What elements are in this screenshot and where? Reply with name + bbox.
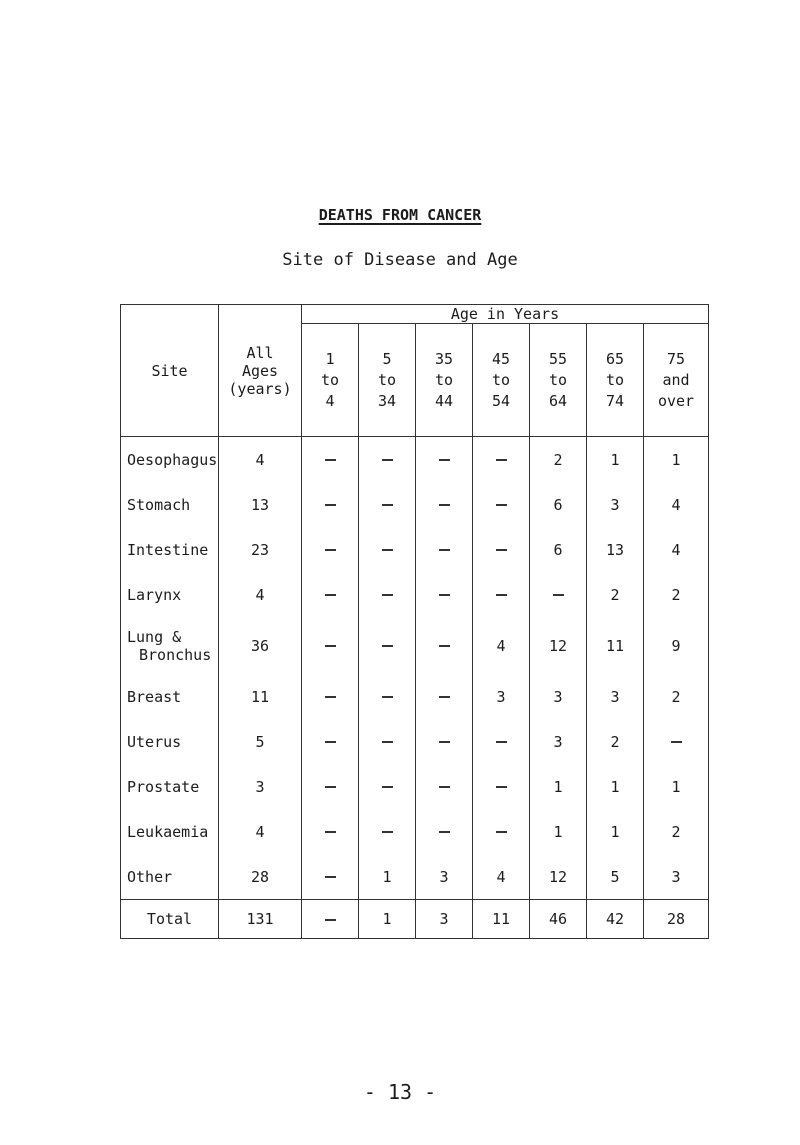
nil-dash <box>496 459 507 461</box>
age-band-header: 45 to 54 <box>473 324 530 437</box>
nil-dash <box>439 831 450 833</box>
age-band-header: 75 and over <box>644 324 709 437</box>
age-cell: 2 <box>587 719 644 764</box>
nil-dash <box>496 594 507 596</box>
age-cell <box>416 719 473 764</box>
nil-dash <box>671 741 682 743</box>
age-cell <box>416 674 473 719</box>
age-cell <box>416 482 473 527</box>
age-band-header: 35 to 44 <box>416 324 473 437</box>
nil-dash <box>382 831 393 833</box>
age-cell <box>473 809 530 854</box>
age-cell: 2 <box>644 572 709 617</box>
all-ages-cell: 4 <box>219 809 302 854</box>
nil-dash <box>439 786 450 788</box>
table-row <box>121 809 709 854</box>
site-cell: Breast <box>121 674 219 719</box>
age-cell: 1 <box>359 854 416 900</box>
nil-dash <box>382 594 393 596</box>
age-cell: 28 <box>644 900 709 939</box>
age-cell: 6 <box>530 482 587 527</box>
age-band-header: 55 to 64 <box>530 324 587 437</box>
age-cell <box>416 437 473 483</box>
age-cell <box>359 572 416 617</box>
age-cell: 2 <box>530 437 587 483</box>
table-row <box>121 482 709 527</box>
age-cell <box>473 719 530 764</box>
age-cell: 6 <box>530 527 587 572</box>
age-cell: 13 <box>587 527 644 572</box>
nil-dash <box>325 696 336 698</box>
age-cell <box>302 437 359 483</box>
table-row <box>121 674 709 719</box>
site-cell: Larynx <box>121 572 219 617</box>
age-group-header: Age in Years <box>302 305 709 324</box>
age-cell <box>359 719 416 764</box>
age-cell: 2 <box>644 674 709 719</box>
nil-dash <box>439 645 450 647</box>
site-cell: Oesophagus <box>121 437 219 483</box>
age-cell <box>416 617 473 674</box>
age-cell: 2 <box>587 572 644 617</box>
nil-dash <box>553 594 564 596</box>
all-ages-cell: 4 <box>219 437 302 483</box>
nil-dash <box>382 459 393 461</box>
age-cell: 12 <box>530 854 587 900</box>
age-cell: 1 <box>644 437 709 483</box>
nil-dash <box>325 741 336 743</box>
page-title: DEATHS FROM CANCER <box>318 206 482 224</box>
nil-dash <box>382 645 393 647</box>
age-cell: 11 <box>473 900 530 939</box>
nil-dash <box>325 645 336 647</box>
age-cell <box>302 764 359 809</box>
all-ages-cell: 5 <box>219 719 302 764</box>
age-cell: 2 <box>644 809 709 854</box>
nil-dash <box>439 504 450 506</box>
age-cell <box>473 527 530 572</box>
table-row <box>121 764 709 809</box>
age-cell: 3 <box>530 719 587 764</box>
cancer-deaths-table <box>120 304 709 939</box>
site-cell: Total <box>121 900 219 939</box>
age-cell <box>473 482 530 527</box>
age-cell: 3 <box>416 900 473 939</box>
table-row <box>121 854 709 900</box>
nil-dash <box>325 831 336 833</box>
age-cell <box>473 437 530 483</box>
nil-dash <box>496 831 507 833</box>
nil-dash <box>325 459 336 461</box>
age-cell: 1 <box>359 900 416 939</box>
nil-dash <box>439 696 450 698</box>
nil-dash <box>382 504 393 506</box>
age-cell: 3 <box>587 482 644 527</box>
age-cell <box>359 674 416 719</box>
nil-dash <box>325 876 336 878</box>
site-cell: Leukaemia <box>121 809 219 854</box>
site-header: Site <box>121 305 219 437</box>
nil-dash <box>325 594 336 596</box>
all-ages-header: All Ages (years) <box>219 305 302 437</box>
site-cell: Uterus <box>121 719 219 764</box>
age-cell: 3 <box>587 674 644 719</box>
age-cell <box>302 854 359 900</box>
nil-dash <box>382 549 393 551</box>
age-cell: 1 <box>587 764 644 809</box>
age-cell: 3 <box>644 854 709 900</box>
age-cell <box>530 572 587 617</box>
age-cell: 42 <box>587 900 644 939</box>
site-cell: Prostate <box>121 764 219 809</box>
age-cell: 1 <box>587 809 644 854</box>
age-cell: 3 <box>530 674 587 719</box>
page-number: - 13 - <box>363 1080 437 1104</box>
all-ages-cell: 11 <box>219 674 302 719</box>
age-cell <box>359 809 416 854</box>
nil-dash <box>439 594 450 596</box>
age-cell <box>473 764 530 809</box>
age-cell <box>302 482 359 527</box>
table-row <box>121 572 709 617</box>
age-cell <box>359 437 416 483</box>
nil-dash <box>325 549 336 551</box>
all-ages-cell: 23 <box>219 527 302 572</box>
site-cell: Other <box>121 854 219 900</box>
age-cell <box>416 764 473 809</box>
nil-dash <box>496 504 507 506</box>
table-row <box>121 617 709 674</box>
age-cell <box>359 617 416 674</box>
table-body <box>121 437 709 939</box>
nil-dash <box>325 504 336 506</box>
age-cell: 46 <box>530 900 587 939</box>
nil-dash <box>496 741 507 743</box>
table-row <box>121 527 709 572</box>
age-cell: 1 <box>530 809 587 854</box>
table-row <box>121 719 709 764</box>
age-cell: 1 <box>530 764 587 809</box>
age-band-header: 1 to 4 <box>302 324 359 437</box>
all-ages-cell: 4 <box>219 572 302 617</box>
nil-dash <box>439 459 450 461</box>
age-cell: 4 <box>644 527 709 572</box>
age-cell: 9 <box>644 617 709 674</box>
age-cell: 1 <box>644 764 709 809</box>
site-cell: Stomach <box>121 482 219 527</box>
nil-dash <box>496 549 507 551</box>
nil-dash <box>382 696 393 698</box>
age-cell <box>359 764 416 809</box>
age-cell <box>359 482 416 527</box>
table-row <box>121 437 709 483</box>
age-cell <box>302 900 359 939</box>
age-cell <box>416 527 473 572</box>
age-cell: 4 <box>473 617 530 674</box>
age-cell: 1 <box>587 437 644 483</box>
age-cell <box>302 719 359 764</box>
total-row <box>121 900 709 939</box>
age-cell <box>302 572 359 617</box>
nil-dash <box>382 741 393 743</box>
age-cell <box>302 617 359 674</box>
nil-dash <box>496 786 507 788</box>
nil-dash <box>439 549 450 551</box>
age-cell: 4 <box>644 482 709 527</box>
nil-dash <box>325 919 336 921</box>
age-cell <box>473 572 530 617</box>
page-subtitle: Site of Disease and Age <box>282 250 518 270</box>
all-ages-cell: 36 <box>219 617 302 674</box>
age-cell <box>302 674 359 719</box>
age-cell <box>416 809 473 854</box>
age-cell: 5 <box>587 854 644 900</box>
all-ages-cell: 28 <box>219 854 302 900</box>
age-cell: 3 <box>473 674 530 719</box>
age-cell: 3 <box>416 854 473 900</box>
age-cell: 11 <box>587 617 644 674</box>
age-band-header: 65 to 74 <box>587 324 644 437</box>
site-cell: Intestine <box>121 527 219 572</box>
all-ages-cell: 13 <box>219 482 302 527</box>
site-cell: Lung & Bronchus <box>121 617 219 674</box>
age-cell <box>644 719 709 764</box>
all-ages-cell: 131 <box>219 900 302 939</box>
nil-dash <box>325 786 336 788</box>
age-cell <box>416 572 473 617</box>
age-cell <box>302 527 359 572</box>
age-cell <box>359 527 416 572</box>
nil-dash <box>439 741 450 743</box>
age-band-header: 5 to 34 <box>359 324 416 437</box>
age-cell <box>302 809 359 854</box>
age-cell: 4 <box>473 854 530 900</box>
age-cell: 12 <box>530 617 587 674</box>
all-ages-cell: 3 <box>219 764 302 809</box>
nil-dash <box>382 786 393 788</box>
